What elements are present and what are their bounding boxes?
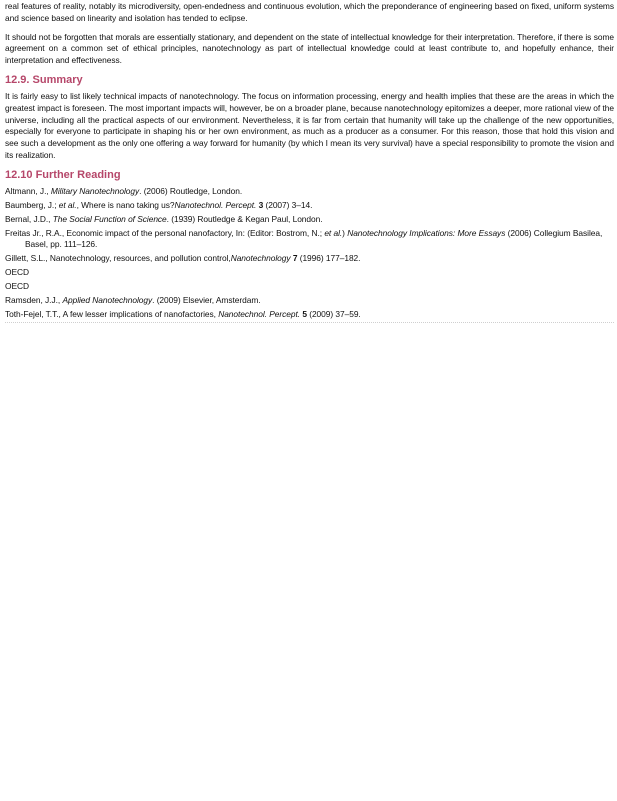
intro-paragraph-2: It should not be forgotten that morals are essentially stationary, and dependent on the state of intellectual knowledge for their interpretation. Therefore, if there is some agreement on a common set of ethical principles, nanotechnology as part of intellectual knowledge could at least contribute to, and hopefully enhance, their interpretation and effectiveness. (5, 31, 614, 66)
reference-item: Freitas Jr., R.A., Economic impact of the personal nanofactory, In: (Editor: Bostrom, N.; et al.) Nanotechnology Implications: More Essays (2006) Collegium Basilea, Basel, pp. 111–126. (5, 228, 603, 249)
summary-paragraph: It is fairly easy to list likely technical impacts of nanotechnology. The focus on information processing, energy and health implies that these are the areas in which the greatest impact is foreseen. The most important impacts will, however, be on a broader plane, because nanotechnology epitomizes a deeper, more rational view of the universe, including all the practical aspects of our environment. Nevertheless, it is far from certain that humanity will take up the challenge of the new opportunities, especially for everyone to participate in shaping his or her own environment, as much as a producer as a consumer. For this reason, those that hold this vision and see such a development as the only one offering a way forward for humanity (by which I mean its very survival) have a special responsibility to promote the vision and its realization. (5, 90, 614, 160)
reference-item: Gillett, S.L., Nanotechnology, resources, and pollution control,Nanotechnology 7 (1996) 177–182. (5, 252, 361, 263)
reference-item: Ramsden, J.J., Applied Nanotechnology. (2009) Elsevier, Amsterdam. (5, 294, 261, 305)
reference-item: Bernal, J.D., The Social Function of Science. (1939) Routledge & Kegan Paul, London. (5, 213, 323, 224)
reference-item: Baumberg, J.; et al., Where is nano taking us?Nanotechnol. Percept. 3 (2007) 3–14. (5, 199, 313, 210)
reference-title: Military Nanotechnology (50, 185, 140, 196)
reference-item: Toth-Fejel, T.T., A few lesser implications of nanofactories, Nanotechnol. Percept. 5 (2009) 37–59. (5, 309, 361, 320)
reference-volume: 7 (292, 252, 298, 263)
reference-item: OECD (5, 266, 29, 277)
reference-volume: 3 (258, 199, 264, 210)
reference-item: Altmann, J., Military Nanotechnology. (2006) Routledge, London. (5, 185, 243, 196)
document-page (0, 1, 617, 323)
reference-item: OECD (5, 280, 29, 291)
reference-list (5, 186, 614, 320)
reference-volume: 5 (302, 309, 307, 320)
reference-title: Applied Nanotechnology (62, 294, 153, 305)
further-reading-heading: 12.10 Further Reading (5, 168, 121, 181)
divider (5, 322, 614, 323)
reference-journal: Nanotechnol. Percept. (174, 199, 257, 210)
reference-title: Nanotechnology Implications: More Essays (347, 228, 506, 239)
summary-heading: 12.9. Summary (5, 73, 83, 86)
reference-journal: Nanotechnology (230, 252, 291, 263)
reference-title: The Social Function of Science (52, 213, 167, 224)
intro-paragraph-1: real features of reality, notably its microdiversity, open-endedness and continuous evolution, which the preponderance of engineering based on fixed, uniform systems and science based on linearity and isolation has tended to eclipse. (5, 1, 614, 23)
reference-journal: Nanotechnol. Percept. (218, 309, 301, 320)
